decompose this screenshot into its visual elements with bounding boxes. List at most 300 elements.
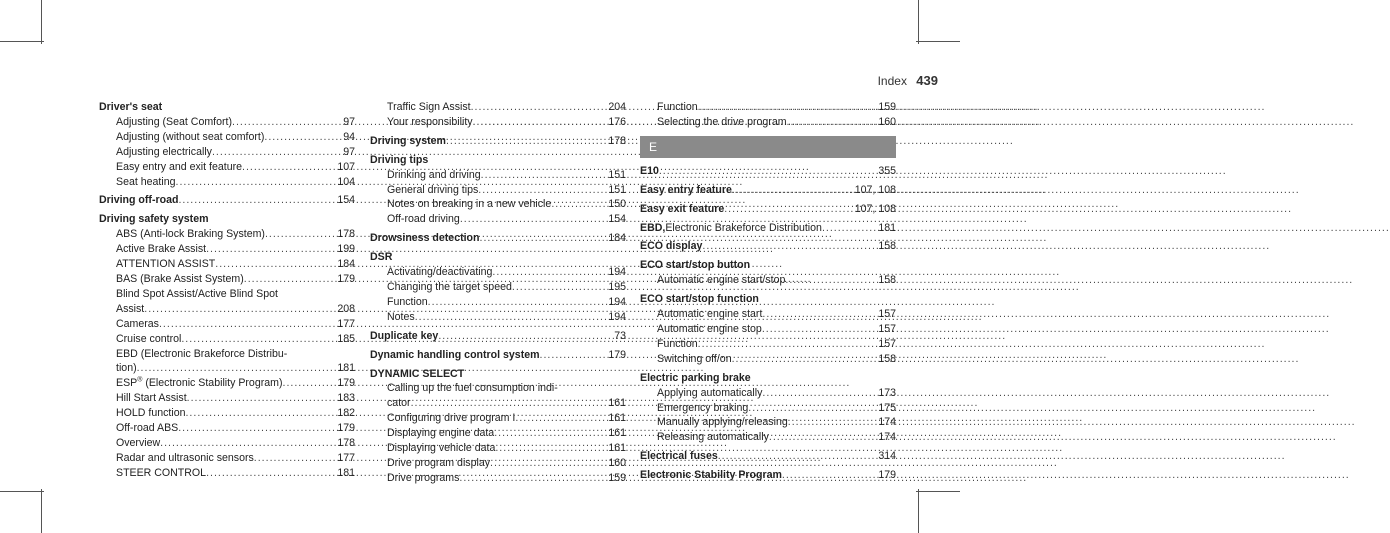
index-subentry[interactable]: [99, 466, 355, 481]
leader-dots: [698, 337, 866, 352]
subentry-text: Active Brake Assist: [116, 243, 207, 256]
page-ref[interactable]: 182: [337, 407, 355, 420]
entry-gap: [99, 481, 355, 485]
subentry-text: Notes: [387, 310, 415, 323]
leader-dots: [718, 449, 866, 464]
leader-dots: [428, 295, 596, 310]
page-ref[interactable]: 177: [337, 317, 355, 330]
index-subentry[interactable]: [370, 280, 626, 295]
index-heading: Driving tips: [370, 153, 429, 166]
leader-dots: [702, 239, 866, 254]
leader-dots: [187, 391, 325, 406]
subentry-term: [116, 376, 283, 391]
subentry-term: [116, 115, 232, 130]
leader-dots: [490, 456, 596, 471]
subentry-line: Calling up the fuel consumption indi‐: [387, 382, 558, 395]
index-subentry[interactable]: [370, 100, 626, 115]
page-ref[interactable]: 199: [337, 243, 355, 256]
subentry-term: [657, 307, 762, 322]
subentry-text: Automatic engine stop: [657, 322, 762, 335]
subentry-term: [387, 441, 495, 456]
subentry-term: [116, 227, 265, 242]
page-ref[interactable]: 173: [878, 386, 896, 399]
index-heading: DSR: [370, 251, 393, 264]
subentry-term: [657, 273, 785, 288]
subentry-text: Cameras: [116, 317, 159, 330]
page-ref[interactable]: 94: [343, 130, 355, 143]
running-head-title: Index: [877, 74, 907, 88]
index-subentry[interactable]: [99, 406, 355, 421]
subentry-text: Radar and ultrasonic sensors: [116, 451, 254, 464]
subentry-term: [387, 265, 492, 280]
leader-dots: [438, 329, 596, 344]
index-subentry[interactable]: [370, 212, 626, 227]
page-ref[interactable]: 179: [337, 422, 355, 435]
page-ref[interactable]: 107: [337, 160, 355, 173]
page-ref[interactable]: 161: [608, 427, 626, 440]
subentry-text: Displaying engine data: [387, 427, 495, 440]
subentry-term: [657, 322, 762, 337]
index-subentry[interactable]: [370, 265, 626, 280]
subentry-term: [657, 401, 748, 416]
index-subentry[interactable]: [99, 257, 355, 272]
entry-term: Electrical fuses: [640, 450, 718, 463]
entry-term: Electronic Stability Program: [640, 469, 782, 482]
subentry-term: [657, 352, 732, 367]
leader-dots: [178, 193, 325, 208]
index-subentry[interactable]: [99, 115, 355, 130]
leader-dots: [212, 145, 325, 160]
index-entry[interactable]: [99, 193, 355, 208]
entry-gap: [640, 483, 896, 487]
subentry-term: [387, 115, 473, 130]
leader-dots: [460, 212, 596, 227]
subentry-text: Drinking and driving: [387, 168, 481, 181]
entry-term: ECO display: [640, 240, 703, 253]
subentry-text: Function: [657, 337, 698, 350]
page-ref[interactable]: 151: [608, 183, 626, 196]
leader-dots: [471, 100, 596, 115]
index-heading: ECO start/stop button: [640, 259, 751, 272]
subentry-text: Cruise control: [116, 332, 182, 345]
subentry-text: Switching off/on: [657, 352, 732, 365]
leader-dots: [181, 332, 325, 347]
subentry-term: [116, 466, 206, 481]
page-ref[interactable]: 158: [878, 274, 896, 287]
page-ref[interactable]: 178: [337, 436, 355, 449]
leader-dots: [265, 227, 325, 242]
leader-dots: [244, 272, 325, 287]
leader-dots: [478, 183, 596, 198]
page-ref[interactable]: 161: [608, 412, 626, 425]
page-ref[interactable]: 157: [878, 308, 896, 321]
subentry-term: [657, 415, 788, 430]
subentry-term: [387, 183, 478, 198]
registered-mark: ®: [137, 376, 143, 384]
subentry-term: [116, 130, 264, 145]
subentry-term: [657, 115, 787, 130]
page-ref[interactable]: 184: [337, 258, 355, 271]
subentry-term: [116, 391, 187, 406]
subentry-term: [657, 337, 698, 352]
page-ref[interactable]: 151: [608, 168, 626, 181]
page-ref[interactable]: 181: [337, 362, 355, 375]
subentry-text: Adjusting (without seat comfort): [116, 130, 265, 143]
leader-dots: [540, 348, 596, 363]
subentry-text: Function: [657, 101, 698, 113]
index-heading: Driver's seat: [99, 101, 163, 113]
index-subentry[interactable]: [370, 426, 626, 441]
page-number: 439: [916, 73, 938, 88]
page-ref[interactable]: 97: [343, 145, 355, 158]
index-heading: DYNAMIC SELECT: [370, 367, 465, 380]
leader-dots: [178, 421, 325, 436]
index-subentry[interactable]: [370, 310, 626, 325]
subentry-text: Changing the target speed: [387, 280, 512, 293]
subentry-text: Emergency braking: [657, 401, 749, 414]
subentry-term: [387, 471, 459, 486]
leader-dots: [762, 386, 866, 401]
leader-dots: [762, 307, 866, 322]
index-subentry[interactable]: [99, 376, 355, 391]
page-ref[interactable]: 194: [608, 266, 626, 279]
page-ref[interactable]: 158: [878, 240, 896, 253]
index-heading: ECO start/stop function: [640, 293, 759, 306]
page-ref[interactable]: 183: [337, 392, 355, 405]
page-ref[interactable]: 194: [608, 295, 626, 308]
page-ref[interactable]: 208: [337, 302, 355, 315]
page-ref[interactable]: 177: [337, 451, 355, 464]
subentry-text: Drive program display: [387, 456, 491, 469]
index-entry[interactable]: [370, 348, 626, 363]
subentry-text: General driving tips: [387, 183, 479, 196]
leader-dots: [769, 430, 866, 445]
entry-term: Easy entry feature: [640, 183, 732, 196]
entry-term: Driving off-road: [99, 194, 179, 207]
subentry-text: Off-road driving: [387, 213, 460, 226]
index-subentry[interactable]: [640, 415, 896, 430]
page-ref[interactable]: 150: [608, 198, 626, 211]
subentry-text: Automatic engine start/stop: [657, 274, 786, 287]
subentry-text: Displaying vehicle data: [387, 442, 496, 455]
leader-dots: [822, 221, 866, 236]
index-entry[interactable]: [640, 221, 896, 236]
index-subentry[interactable]: [99, 227, 355, 242]
entry-term: Driving system: [370, 134, 446, 147]
page-ref[interactable]: 107, 108: [854, 183, 896, 196]
page-ref[interactable]: 179: [337, 272, 355, 285]
index-subentry[interactable]: [99, 436, 355, 451]
subentry-line: EBD (Electronic Brakeforce Distribu‐: [116, 347, 288, 360]
subentry-term: [387, 411, 515, 426]
page-ref[interactable]: 107, 108: [854, 202, 896, 215]
index-subentry[interactable]: [99, 130, 355, 145]
leader-dots: [782, 468, 866, 483]
index-subentry[interactable]: [640, 386, 896, 401]
entry-term: Duplicate key: [370, 329, 439, 342]
index-subentry[interactable]: [370, 183, 626, 198]
leader-dots: [459, 471, 596, 486]
index-entry[interactable]: [640, 239, 896, 254]
page-ref[interactable]: 160: [608, 456, 626, 469]
leader-dots: [732, 183, 851, 198]
index-subentry[interactable]: [640, 401, 896, 416]
index-subentry[interactable]: [640, 322, 896, 337]
crop-mark: [0, 491, 44, 492]
index-entry[interactable]: [640, 449, 896, 464]
leader-dots: [481, 168, 596, 183]
leader-dots: [232, 115, 325, 130]
subentry-term: [657, 430, 769, 445]
entry-term: Drowsiness detection: [370, 232, 480, 245]
leader-dots: [215, 257, 325, 272]
index-entry[interactable]: [370, 134, 626, 149]
entry-term: EBD,: [640, 221, 666, 234]
page-ref[interactable]: 174: [878, 416, 896, 429]
subentry-term: [387, 280, 512, 295]
leader-dots: [473, 115, 596, 130]
subentry-term: [116, 272, 244, 287]
subentry-text: Manually applying/releasing: [657, 416, 788, 429]
leader-dots: [415, 310, 596, 325]
index-subentry[interactable]: [370, 471, 626, 486]
index-heading: Electric parking brake: [640, 371, 751, 384]
index-entry[interactable]: [640, 164, 896, 179]
index-subentry[interactable]: [99, 332, 355, 347]
page-ref[interactable]: 73: [614, 329, 626, 342]
subentry-text: ABS (Anti-lock Braking System): [116, 228, 265, 241]
page-ref[interactable]: 157: [878, 337, 896, 350]
index-column-3: [640, 100, 896, 487]
page-ref[interactable]: 158: [878, 352, 896, 365]
page-ref[interactable]: 159: [608, 471, 626, 484]
subentry-term: [657, 100, 698, 115]
leader-dots: [495, 441, 596, 456]
entry-gap: [370, 486, 626, 490]
leader-dots: [762, 322, 866, 337]
subentry-text: Seat heating: [116, 175, 176, 188]
subentry-term: [387, 295, 428, 310]
leader-dots: [515, 411, 596, 426]
subentry-text: Off-road ABS: [116, 422, 179, 435]
leader-dots: [787, 115, 866, 130]
index-subentry[interactable]: [99, 272, 355, 287]
index-subentry[interactable]: [99, 391, 355, 406]
leader-dots: [551, 197, 596, 212]
page-ref[interactable]: 154: [337, 194, 355, 207]
crop-mark: [0, 41, 44, 42]
leader-dots: [659, 164, 866, 179]
leader-dots: [185, 406, 325, 421]
leader-dots: [283, 376, 326, 391]
subentry-text: HOLD function: [116, 407, 186, 420]
index-subentry[interactable]: [99, 421, 355, 436]
page-ref[interactable]: 161: [608, 442, 626, 455]
subentry-text: Releasing automatically: [657, 431, 769, 444]
page-ref[interactable]: 175: [878, 401, 896, 414]
index-subentry[interactable]: [640, 273, 896, 288]
index-subentry[interactable]: [640, 337, 896, 352]
subentry-term: [387, 212, 460, 227]
page-ref[interactable]: 194: [608, 310, 626, 323]
crop-mark: [918, 489, 919, 533]
subentry-term: [116, 160, 242, 175]
index-subentry[interactable]: [99, 302, 355, 317]
page-ref[interactable]: 159: [878, 101, 896, 113]
subentry-suffix: (Electronic Stability Program): [142, 377, 283, 390]
index-heading: Driving safety system: [99, 213, 209, 226]
subentry-text: Automatic engine start: [657, 308, 763, 321]
page-ref[interactable]: 181: [878, 221, 896, 234]
index-subentry[interactable]: [99, 175, 355, 190]
index-entry[interactable]: [640, 202, 896, 217]
leader-dots: [176, 175, 326, 190]
index-subentry[interactable]: [370, 456, 626, 471]
index-subentry[interactable]: [370, 441, 626, 456]
subentry-text: Applying automatically: [657, 386, 763, 399]
leader-dots: [732, 352, 866, 367]
page-ref[interactable]: 178: [608, 134, 626, 147]
leader-dots: [494, 426, 596, 441]
subentry-text: Traffic Sign Assist: [387, 101, 471, 113]
subentry-term: [116, 175, 176, 190]
subentry-text: Overview: [116, 436, 161, 449]
crop-mark: [918, 0, 919, 44]
index-entry[interactable]: [640, 468, 896, 483]
leader-dots: [512, 280, 596, 295]
index-subentry[interactable]: [370, 197, 626, 212]
index-subentry[interactable]: [640, 115, 896, 130]
index-subentry[interactable]: [370, 411, 626, 426]
page-ref[interactable]: 104: [337, 175, 355, 188]
index-subentry[interactable]: [99, 451, 355, 466]
index-subentry[interactable]: [99, 160, 355, 175]
entry-gap: [640, 130, 896, 134]
subentry-term: [116, 242, 206, 257]
subentry-term: [116, 421, 178, 436]
subentry-text: ESP: [116, 377, 138, 390]
leader-dots: [788, 415, 866, 430]
page-ref[interactable]: 179: [878, 469, 896, 482]
page-ref[interactable]: 314: [878, 450, 896, 463]
subentry-term: [387, 197, 551, 212]
section-letter: E: [640, 136, 896, 158]
subentry-term: [116, 302, 144, 317]
page-ref[interactable]: 160: [878, 115, 896, 128]
subentry-text: Hill Start Assist: [116, 392, 187, 405]
index-entry[interactable]: [640, 183, 896, 198]
subentry-term: [116, 317, 159, 332]
page-ref[interactable]: 174: [878, 431, 896, 444]
page-ref[interactable]: 176: [608, 115, 626, 128]
subentry-term: [116, 332, 181, 347]
entry-term: Easy exit feature: [640, 202, 725, 215]
subentry-text: Drive programs: [387, 471, 460, 484]
subentry-term: [116, 436, 160, 451]
crop-mark: [916, 41, 960, 42]
leader-dots: [144, 302, 325, 317]
leader-dots: [446, 134, 596, 149]
subentry-term: [116, 145, 212, 160]
index-entry[interactable]: [370, 329, 626, 344]
subentry-text: Configuring drive program I: [387, 412, 516, 425]
subentry-term: [387, 100, 471, 115]
page-ref[interactable]: 184: [608, 232, 626, 245]
page-ref[interactable]: 154: [608, 213, 626, 226]
subentry-term: [657, 386, 762, 401]
subentry-text: Adjusting (Seat Comfort): [116, 115, 232, 128]
entry-term-rest: Electronic Brakeforce Distribution: [665, 221, 822, 234]
page-ref[interactable]: 97: [343, 115, 355, 128]
running-head: [878, 73, 938, 88]
leader-dots: [411, 396, 596, 411]
page-ref[interactable]: 179: [608, 348, 626, 361]
leader-dots: [137, 361, 325, 376]
index-subentry[interactable]: [640, 100, 896, 115]
index-subentry[interactable]: [370, 115, 626, 130]
page-ref[interactable]: 179: [337, 377, 355, 390]
page-ref[interactable]: 157: [878, 322, 896, 335]
page-ref[interactable]: 204: [608, 101, 626, 113]
page-ref[interactable]: 161: [608, 397, 626, 410]
index-entry[interactable]: [370, 231, 626, 246]
page-ref[interactable]: 355: [878, 164, 896, 177]
index-subentry[interactable]: [370, 396, 626, 411]
subentry-text: Notes on breaking in a new vehicle: [387, 198, 552, 211]
subentry-text: Selecting the drive program: [657, 115, 787, 128]
leader-dots: [748, 401, 866, 416]
index-column-2: [370, 100, 626, 490]
index-subentry[interactable]: [99, 361, 355, 376]
crop-mark: [41, 489, 42, 533]
subentry-term: [116, 406, 185, 421]
index-subentry[interactable]: [99, 317, 355, 332]
index-subentry[interactable]: [640, 307, 896, 322]
crop-mark: [916, 491, 960, 492]
index-subentry[interactable]: [370, 168, 626, 183]
subentry-term: [387, 310, 415, 325]
subentry-term: [387, 168, 481, 183]
entry-term: E10: [640, 164, 659, 177]
subentry-term: [387, 456, 490, 471]
page-ref[interactable]: 178: [337, 228, 355, 241]
subentry-text: Function: [387, 295, 428, 308]
subentry-term: [387, 396, 411, 411]
page-ref[interactable]: 181: [337, 466, 355, 479]
index-subentry[interactable]: [99, 242, 355, 257]
index-subentry[interactable]: [99, 145, 355, 160]
leader-dots: [492, 265, 596, 280]
index-subentry[interactable]: [640, 352, 896, 367]
index-subentry[interactable]: [640, 430, 896, 445]
subentry-text: BAS (Brake Assist System): [116, 272, 244, 285]
subentry-term: [387, 426, 494, 441]
subentry-term: [116, 361, 137, 376]
leader-dots: [264, 130, 325, 145]
index-subentry[interactable]: [370, 295, 626, 310]
subentry-term: [116, 257, 215, 272]
leader-dots: [724, 202, 851, 217]
page-ref[interactable]: 185: [337, 332, 355, 345]
page-ref[interactable]: 195: [608, 280, 626, 293]
entry-term: Dynamic handling control system: [370, 348, 540, 361]
leader-dots: [159, 317, 325, 332]
crop-mark: [41, 0, 42, 44]
leader-dots: [698, 100, 866, 115]
leader-dots: [254, 451, 325, 466]
subentry-text: Easy entry and exit feature: [116, 160, 243, 173]
subentry-text: ATTENTION ASSIST: [116, 258, 216, 271]
